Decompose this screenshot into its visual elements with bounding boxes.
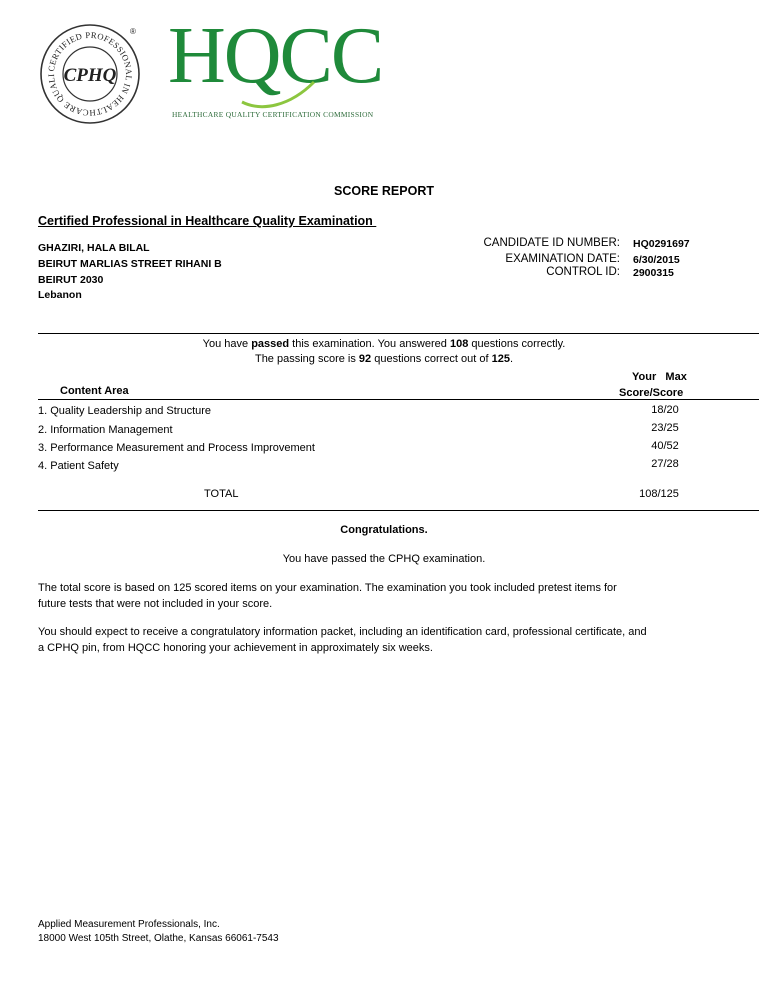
table-row-label: 1. Quality Leadership and Structure xyxy=(38,405,212,417)
hqcc-logo xyxy=(168,12,383,122)
divider-bottom xyxy=(38,510,759,511)
passed-message: You have passed the CPHQ examination. xyxy=(282,553,486,565)
candidate-id-label: CANDIDATE ID NUMBER: xyxy=(483,237,620,249)
congratulations-heading: Congratulations. xyxy=(340,524,428,536)
footer-address: 18000 West 105th Street, Olathe, Kansas 66061-7543 xyxy=(38,933,279,944)
result-line-1: You have passed this examination. You answered 108 questions correctly. xyxy=(202,338,566,350)
divider-top xyxy=(38,333,759,334)
cphq-ring-text: CERTIFIED PROFESSIONAL IN HEALTHCARE QUALI xyxy=(45,29,135,119)
total-score: 108/125 xyxy=(639,488,679,500)
exam-date-value: 6/30/2015 xyxy=(633,254,680,266)
table-row-label: 3. Performance Measurement and Process Improvement xyxy=(38,442,315,454)
packet-notice: You should expect to receive a congratulatory information packet, including an identification card, professional certificate, and a CPHQ pin, from HQCC honoring your achievement in approximately six weeks. xyxy=(38,626,647,654)
table-row-score: 18/20 xyxy=(651,404,679,416)
score-explanation: The total score is based on 125 scored items on your examination. The examination you took included pretest items for future tests that were not included in your score. xyxy=(38,582,617,610)
candidate-id-value: HQ0291697 xyxy=(633,238,690,250)
score-header-bottom: Score/Score xyxy=(619,387,684,399)
table-row-label: 2. Information Management xyxy=(38,424,173,436)
exam-date-label: EXAMINATION DATE: xyxy=(505,253,620,265)
control-id-label: CONTROL ID: xyxy=(546,266,620,278)
hqcc-letters: HQCC xyxy=(168,12,383,100)
cphq-monogram: CPHQ xyxy=(63,65,117,86)
content-area-header: Content Area xyxy=(60,385,129,397)
registered-mark: ® xyxy=(130,27,136,36)
candidate-name: GHAZIRI, HALA BILAL xyxy=(38,242,150,254)
hqcc-swoosh xyxy=(238,54,318,114)
page-title: SCORE REPORT xyxy=(333,184,434,198)
table-row-label: 4. Patient Safety xyxy=(38,460,119,472)
control-id-value: 2900315 xyxy=(633,267,674,279)
table-row-score: 27/28 xyxy=(651,458,679,470)
result-line-2: The passing score is 92 questions correct out of 125. xyxy=(254,353,514,365)
hqcc-subtitle: HEALTHCARE QUALITY CERTIFICATION COMMISSION xyxy=(172,110,374,119)
total-label: TOTAL xyxy=(204,488,239,500)
address-line-2: BEIRUT 2030 xyxy=(38,274,104,286)
table-row-score: 23/25 xyxy=(651,422,679,434)
address-country: Lebanon xyxy=(38,289,82,301)
score-header-top: Your Max xyxy=(632,371,687,383)
footer-company: Applied Measurement Professionals, Inc. xyxy=(38,919,220,930)
address-line-1: BEIRUT MARLIAS STREET RIHANI B xyxy=(38,258,222,270)
cphq-logo xyxy=(38,22,142,126)
table-row-score: 40/52 xyxy=(651,440,679,452)
exam-name: Certified Professional in Healthcare Quality Examination xyxy=(38,214,377,228)
divider-header xyxy=(38,399,759,400)
